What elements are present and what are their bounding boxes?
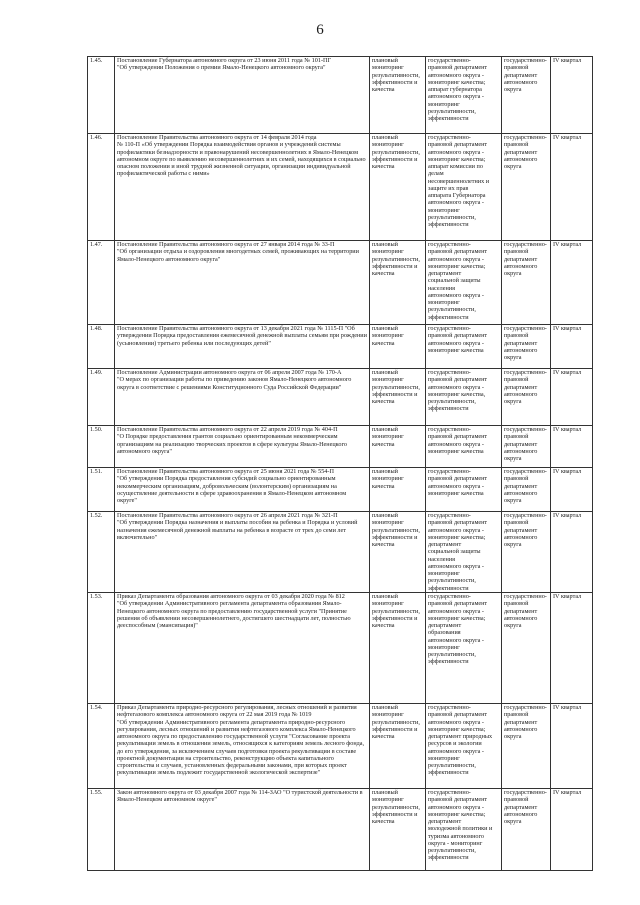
row-number: 1.55. <box>88 789 115 871</box>
row-number: 1.47. <box>88 241 115 325</box>
deadline: IV квартал <box>551 593 593 704</box>
monitoring-type: плановый мониторинг результативности, эффективности и качества <box>370 369 426 426</box>
row-number: 1.50. <box>88 426 115 468</box>
monitoring-type: плановый мониторинг качества <box>370 426 426 468</box>
responsible-body: государственно- правовой департамент автономного округа - мониторинг качества <box>426 468 502 512</box>
table-row <box>88 789 593 871</box>
coordinating-body: государственно- правовой департамент автономного округа <box>502 512 551 593</box>
coordinating-body: государственно- правовой департамент автономного округа <box>502 369 551 426</box>
table-row <box>88 57 593 134</box>
coordinating-body: государственно- правовой департамент автономного округа <box>502 593 551 704</box>
page-number: 6 <box>316 22 324 38</box>
row-number: 1.53. <box>88 593 115 704</box>
coordinating-body: государственно- правовой департамент автономного округа <box>502 134 551 241</box>
row-number: 1.45. <box>88 57 115 134</box>
table-row <box>88 241 593 325</box>
act-title: Постановление Правительства автономного округа от 27 января 2014 года № 33-П "Об организации отдыха и оздоровления многодетных семей, проживающих на территории Ямало-Ненецкого автономного округа" <box>115 241 370 325</box>
responsible-body: государственно- правовой департамент автономного округа - мониторинг качества; департамент образования автономного округа - мониторинг результативности, эффективности <box>426 593 502 704</box>
act-title: Приказ Департамента образования автономного округа от 03 декабря 2020 года № 812 "Об утверждении Административного регламента департамента образования Ямало-Ненецкого автономного округа по предоставлению государственной услуги "Принятие решения об объявлении несовершеннолетнего, достигшего шестнадцати лет, полностью дееспособным (эмансипация)" <box>115 593 370 704</box>
act-title: Закон автономного округа от 03 декабря 2007 года № 114-ЗАО "О туристской деятельности в Ямало-Ненецком автономном округе" <box>115 789 370 871</box>
row-number: 1.46. <box>88 134 115 241</box>
table-row <box>88 593 593 704</box>
responsible-body: государственно- правовой департамент автономного округа - мониторинг качества; департамент природных ресурсов и экологии автономного округа - мониторинг результативности, эффективности <box>426 704 502 789</box>
coordinating-body: государственно- правовой департамент автономного округа <box>502 426 551 468</box>
responsible-body: государственно- правовой департамент автономного округа - мониторинг качества <box>426 325 502 369</box>
table-row <box>88 704 593 789</box>
deadline: IV квартал <box>551 57 593 134</box>
table-row <box>88 325 593 369</box>
act-title: Постановление Правительства автономного округа от 14 февраля 2014 года № 110-П «Об утверждении Порядка взаимодействия органов и учреждений системы профилактики безнадзорности и правонарушений несовершеннолетних в Ямало-Ненецком автономном округе по выявлению несовершеннолетних и их семей, находящихся в социально опасном положении и иной трудной жизненной ситуации, организации индивидуальной профилактической работы с ними» <box>115 134 370 241</box>
table-row <box>88 468 593 512</box>
responsible-body: государственно- правовой департамент автономного округа - мониторинг качества <box>426 426 502 468</box>
deadline: IV квартал <box>551 704 593 789</box>
responsible-body: государственно- правовой департамент автономного округа - мониторинг качества; департамент социальной защиты населения автономного округа - мониторинг результативности, эффективности <box>426 241 502 325</box>
monitoring-type: плановый мониторинг результативности, эффективности и качества <box>370 593 426 704</box>
coordinating-body: государственно- правовой департамент автономного округа <box>502 241 551 325</box>
monitoring-plan-table <box>87 56 593 871</box>
deadline: IV квартал <box>551 789 593 871</box>
act-title: Постановление Губернатора автономного округа от 23 июня 2011 года № 101-ПГ "Об утверждении Положения о премии Ямало-Ненецкого автономного округа" <box>115 57 370 134</box>
act-title: Постановление Правительства автономного округа от 26 апреля 2021 года № 321-П "Об утверждении Порядка назначения и выплаты пособия на ребенка и Порядка и условий назначения ежемесячной денежной выплаты на ребенка в возрасте от трех до семи лет включительно" <box>115 512 370 593</box>
responsible-body: государственно- правовой департамент автономного округа - мониторинг качества, результативности, эффективности <box>426 369 502 426</box>
deadline: IV квартал <box>551 369 593 426</box>
table-row <box>88 426 593 468</box>
deadline: IV квартал <box>551 426 593 468</box>
deadline: IV квартал <box>551 468 593 512</box>
monitoring-type: плановый мониторинг результативности, эффективности и качества <box>370 57 426 134</box>
table-row <box>88 134 593 241</box>
monitoring-type: плановый мониторинг качества <box>370 325 426 369</box>
deadline: IV квартал <box>551 241 593 325</box>
act-title: Постановление Правительства автономного округа от 25 июня 2021 года № 554-П "Об утверждении Порядка предоставления субсидий социально ориентированным некоммерческим организациям, добровольческим (волонтерским) организациям на осуществление деятельности в сфере здравоохранения в Ямало-Ненецком автономном округе" <box>115 468 370 512</box>
table-row <box>88 369 593 426</box>
responsible-body: государственно- правовой департамент автономного округа - мониторинг качества; департамент молодежной политики и туризма автономного округа - мониторинг результативности, эффективности <box>426 789 502 871</box>
monitoring-type: плановый мониторинг результативности, эффективности и качества <box>370 134 426 241</box>
act-title: Постановление Администрации автономного округа от 06 апреля 2007 года № 170-А "О мерах по организации работы по приведению законов Ямало-Ненецкого автономного округа в соответствие с решениями Конституционного Суда Российской Федерации" <box>115 369 370 426</box>
coordinating-body: государственно- правовой департамент автономного округа <box>502 325 551 369</box>
table-row <box>88 512 593 593</box>
row-number: 1.54. <box>88 704 115 789</box>
monitoring-type: плановый мониторинг результативности, эффективности и качества <box>370 241 426 325</box>
coordinating-body: государственно- правовой департамент автономного округа <box>502 57 551 134</box>
deadline: IV квартал <box>551 512 593 593</box>
row-number: 1.52. <box>88 512 115 593</box>
responsible-body: государственно- правовой департамент автономного округа - мониторинг качества; департамент социальной защиты населения автономного округа - мониторинг результативности, эффективности <box>426 512 502 593</box>
deadline: IV квартал <box>551 325 593 369</box>
row-number: 1.49. <box>88 369 115 426</box>
monitoring-type: плановый мониторинг качества <box>370 468 426 512</box>
monitoring-type: плановый мониторинг результативности, эффективности и качества <box>370 704 426 789</box>
act-title: Постановление Правительства автономного округа от 22 апреля 2019 года № 404-П "О Порядке предоставления грантов социально ориентированным некоммерческим организациям на реализацию творческих проектов в сфере культуры Ямало-Ненецкого автономного округа" <box>115 426 370 468</box>
coordinating-body: государственно- правовой департамент автономного округа <box>502 468 551 512</box>
row-number: 1.51. <box>88 468 115 512</box>
coordinating-body: государственно- правовой департамент автономного округа <box>502 704 551 789</box>
coordinating-body: государственно- правовой департамент автономного округа <box>502 789 551 871</box>
responsible-body: государственно- правовой департамент автономного округа - мониторинг качества; аппарат комиссии по делам несовершеннолетних и защите их прав аппарата Губернатора автономного округа - мониторинг результативности, эффективности <box>426 134 502 241</box>
monitoring-type: плановый мониторинг результативности, эффективности и качества <box>370 789 426 871</box>
monitoring-type: плановый мониторинг результативности, эффективности и качества <box>370 512 426 593</box>
row-number: 1.48. <box>88 325 115 369</box>
deadline: IV квартал <box>551 134 593 241</box>
act-title: Приказ Департамента природно-ресурсного регулирования, лесных отношений и развития нефтегазового комплекса автономного округа от 22 мая 2019 года № 1019 "Об утверждении Административного регламента департамента природно-ресурсного регулирования, лесных отношений и развития нефтегазового комплекса Ямало-Ненецкого автономного округа по предоставлению государственной услуги "Согласование проекта рекультивации земель в отношении земель, относящихся к категориям земель лесного фонда, до его утверждения, за исключением случаев подготовки проекта рекультивации в составе проектной документации на строительство, реконструкцию объекта капитального строительства и случаев, установленных федеральными законами, при которых проект рекультивации земель подлежит государственной экологической экспертизе" <box>115 704 370 789</box>
act-title: Постановление Правительства автономного округа от 13 декабря 2021 года № 1115-П "Об утверждении Порядка предоставления ежемесячной денежной выплаты семьям при рождении (усыновлении) третьего ребенка или последующих детей" <box>115 325 370 369</box>
responsible-body: государственно- правовой департамент автономного округа - мониторинг качества; аппарат губернатора автономного округа - мониторинг результативности, эффективности <box>426 57 502 134</box>
